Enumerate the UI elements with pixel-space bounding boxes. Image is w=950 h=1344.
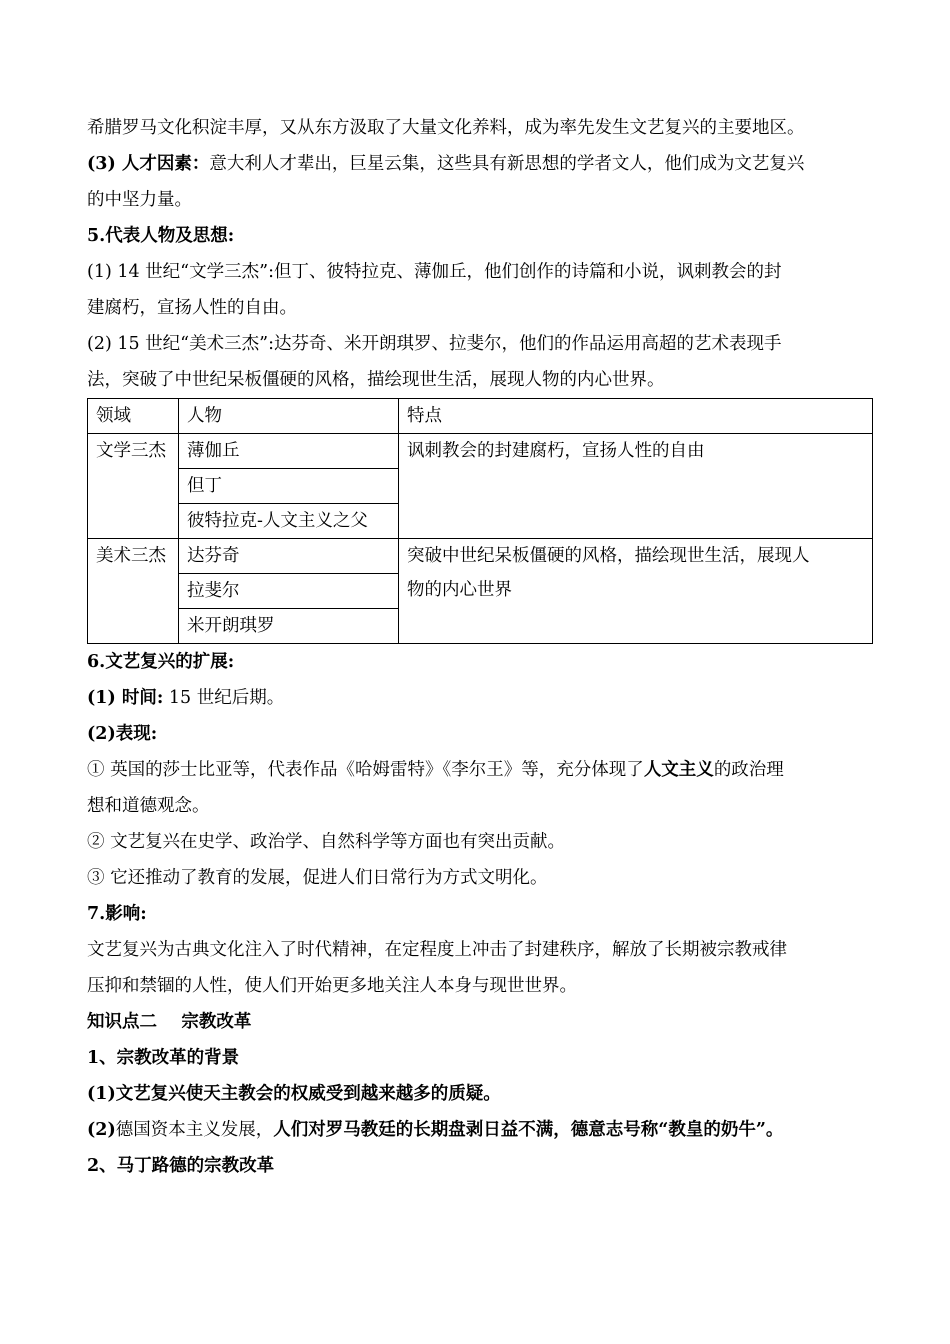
item1-bold: 人文主义 <box>643 760 714 780</box>
background-heading: 1、宗教改革的背景 <box>87 1048 240 1068</box>
bg2-bold: 人们对罗马教廷的长期盘剥日益不满，德意志号称“教皇的奶牛”。 <box>273 1120 784 1140</box>
item1-b: 的政治理 <box>713 760 784 780</box>
talent-paragraph <box>87 146 873 182</box>
document-page <box>87 110 873 1184</box>
section5-heading: 5.代表人物及思想: <box>87 226 235 246</box>
table-header-row <box>88 399 873 434</box>
header-field: 领域 <box>88 399 179 434</box>
s6-item2: ② 文艺复兴在史学、政治学、自然科学等方面也有突出贡献。 <box>87 832 566 852</box>
person-cell: 米开朗琪罗 <box>179 609 399 644</box>
renaissance-figures-table <box>87 398 873 644</box>
talent-text-cont: 的中坚力量。 <box>87 190 192 210</box>
bg2-plain: 德国资本主义发展， <box>115 1120 274 1140</box>
table-row <box>88 539 873 574</box>
s5-p1-line1: (1) 14 世纪“文学三杰”:但丁、彼特拉克、薄伽丘，他们创作的诗篇和小说，讽刺教会的封 <box>87 262 782 282</box>
background-item1: (1)文艺复兴使天主教会的权威受到越来越多的质疑。 <box>87 1084 501 1104</box>
luther-heading: 2、马丁路德的宗教改革 <box>87 1156 275 1176</box>
s7-line1: 文艺复兴为古典文化注入了时代精神，在定程度上冲击了封建秩序，解放了长期被宗教戒律 <box>87 940 787 960</box>
person-cell: 薄伽丘 <box>179 434 399 469</box>
s6-time <box>87 680 873 716</box>
intro-line: 希腊罗马文化积淀丰厚，又从东方汲取了大量文化养料，成为率先发生文艺复兴的主要地区。 <box>87 118 805 138</box>
bg2-label: (2) <box>87 1120 116 1140</box>
person-cell: 但丁 <box>179 469 399 504</box>
table-row <box>88 434 873 469</box>
person-cell: 拉斐尔 <box>179 574 399 609</box>
knowledge2-heading: 知识点二 宗教改革 <box>87 1012 252 1032</box>
person-cell: 彼特拉克-人文主义之父 <box>179 504 399 539</box>
feature-art-line1: 突破中世纪呆板僵硬的风格，描绘现世生活，展现人 <box>407 546 810 566</box>
section6-heading: 6.文艺复兴的扩展: <box>87 652 235 672</box>
background-item2 <box>87 1112 873 1148</box>
s7-line2: 压抑和禁锢的人性，使人们开始更多地关注人本身与现世世界。 <box>87 976 577 996</box>
header-person: 人物 <box>179 399 399 434</box>
header-feature: 特点 <box>399 399 873 434</box>
s6-item3: ③ 它还推动了教育的发展，促进人们日常行为方式文明化。 <box>87 868 548 888</box>
field-art: 美术三杰 <box>88 539 179 644</box>
feature-art-line2: 物的内心世界 <box>407 580 512 600</box>
time-text: 15 世纪后期。 <box>163 688 285 708</box>
person-cell: 达芬奇 <box>179 539 399 574</box>
field-literature: 文学三杰 <box>88 434 179 539</box>
time-label: (1) 时间: <box>87 688 164 708</box>
section7-heading: 7.影响: <box>87 904 147 924</box>
s5-p2-line2: 法，突破了中世纪呆板僵硬的风格，描绘现世生活，展现人物的内心世界。 <box>87 370 665 390</box>
s5-p2-line1: (2) 15 世纪“美术三杰”:达芬奇、米开朗琪罗、拉斐尔，他们的作品运用高超的艺术表现手 <box>87 334 782 354</box>
feature-literature: 讽刺教会的封建腐朽，宣扬人性的自由 <box>399 434 873 539</box>
talent-label: (3) 人才因素： <box>87 154 210 174</box>
talent-text: 意大利人才辈出，巨星云集，这些具有新思想的学者文人，他们成为文艺复兴 <box>209 154 805 174</box>
s5-p1-line2: 建腐朽，宣扬人性的自由。 <box>87 298 297 318</box>
s6-item1-cont: 想和道德观念。 <box>87 796 210 816</box>
s6-perf-label: (2)表现: <box>87 724 158 744</box>
feature-art <box>399 539 873 644</box>
item1-a: ① 英国的莎士比亚等，代表作品《哈姆雷特》《李尔王》等，充分体现了 <box>87 760 644 780</box>
s6-item1 <box>87 752 873 788</box>
